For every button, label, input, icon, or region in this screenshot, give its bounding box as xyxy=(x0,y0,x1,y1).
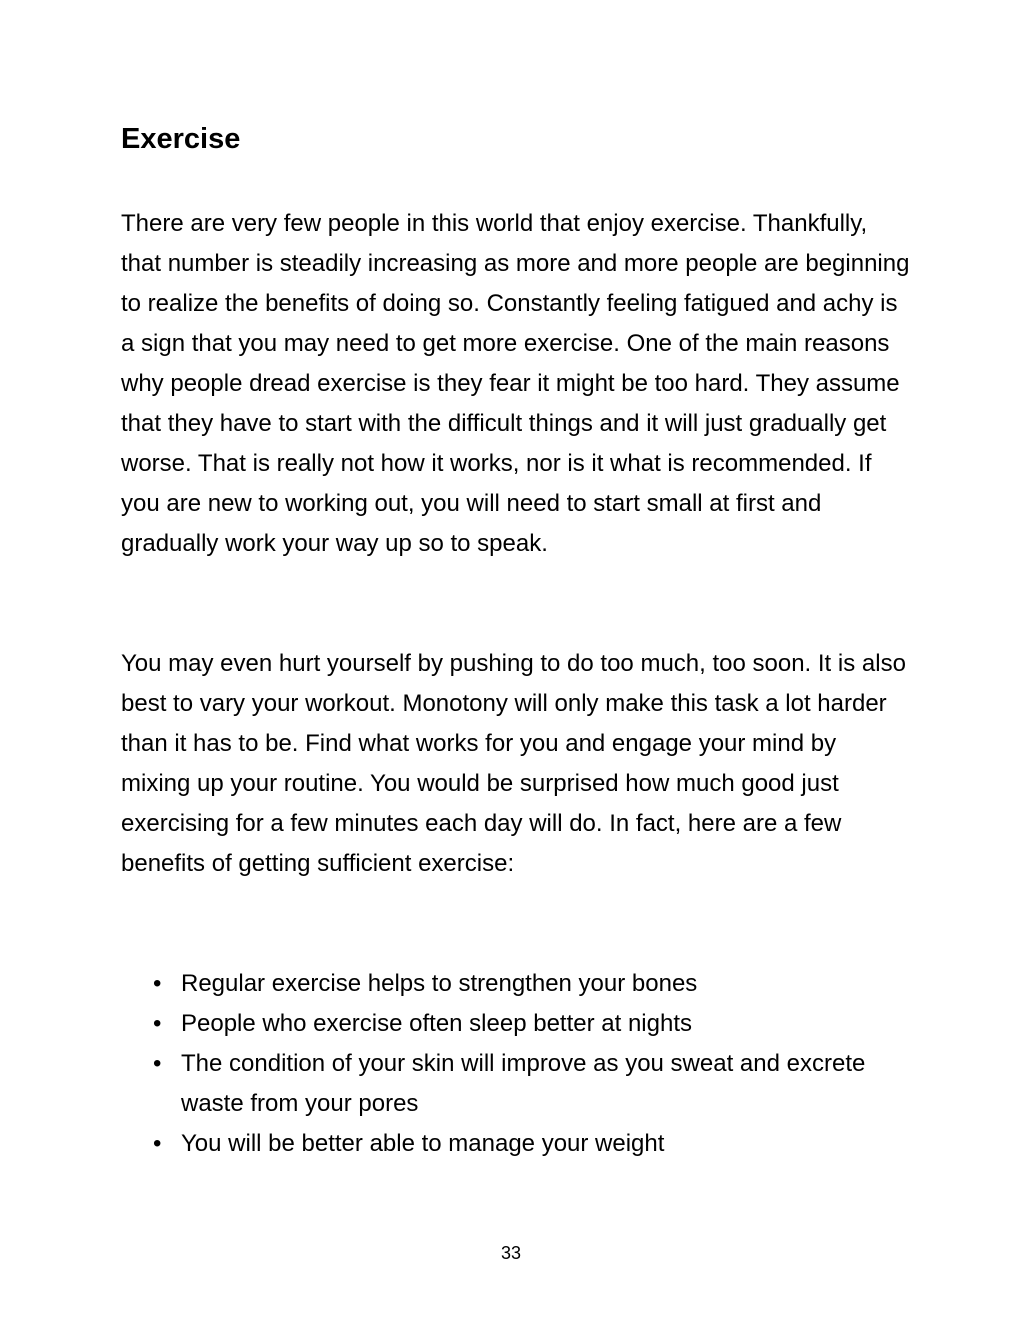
bullet-icon: • xyxy=(153,970,162,997)
list-item-text: The condition of your skin will improve as you sweat and excrete waste from your pores xyxy=(181,1050,866,1117)
body-paragraph-1: There are very few people in this world that enjoy exercise. Thankfully, that number is steadily increasing as more and more people are beginning to realize the benefits of doing so. Constantly feeling fatigued and achy is a sign that you may need to get more exercise. One of the main reasons why people dread exercise is they fear it might be too hard. They assume that they have to start with the difficult things and it will just gradually get worse. That is really not how it works, nor is it what is recommended. If you are new to working out, you will need to start small at first and gradually work your way up so to speak. xyxy=(121,210,910,557)
benefits-list xyxy=(121,964,911,1164)
section-heading: Exercise xyxy=(121,123,241,155)
body-paragraph-2: You may even hurt yourself by pushing to do too much, too soon. It is also best to vary your workout. Monotony will only make this task a lot harder than it has to be. Find what works for you and engage your mind by mixing up your routine. You would be surprised how much good just exercising for a few minutes each day will do. In fact, here are a few benefits of getting sufficient exercise: xyxy=(121,650,906,877)
bullet-icon: • xyxy=(153,1130,162,1157)
list-item-text: Regular exercise helps to strengthen your bones xyxy=(181,970,698,997)
list-item xyxy=(121,1004,911,1044)
bullet-icon: • xyxy=(153,1050,162,1077)
list-item xyxy=(121,964,911,1004)
page-number: 33 xyxy=(500,1243,522,1263)
list-item-text: People who exercise often sleep better at nights xyxy=(181,1010,692,1037)
bullet-icon: • xyxy=(153,1010,162,1037)
list-item-text: You will be better able to manage your weight xyxy=(181,1130,665,1157)
list-item xyxy=(121,1044,911,1124)
document-page xyxy=(121,0,911,1325)
list-item xyxy=(121,1124,911,1164)
